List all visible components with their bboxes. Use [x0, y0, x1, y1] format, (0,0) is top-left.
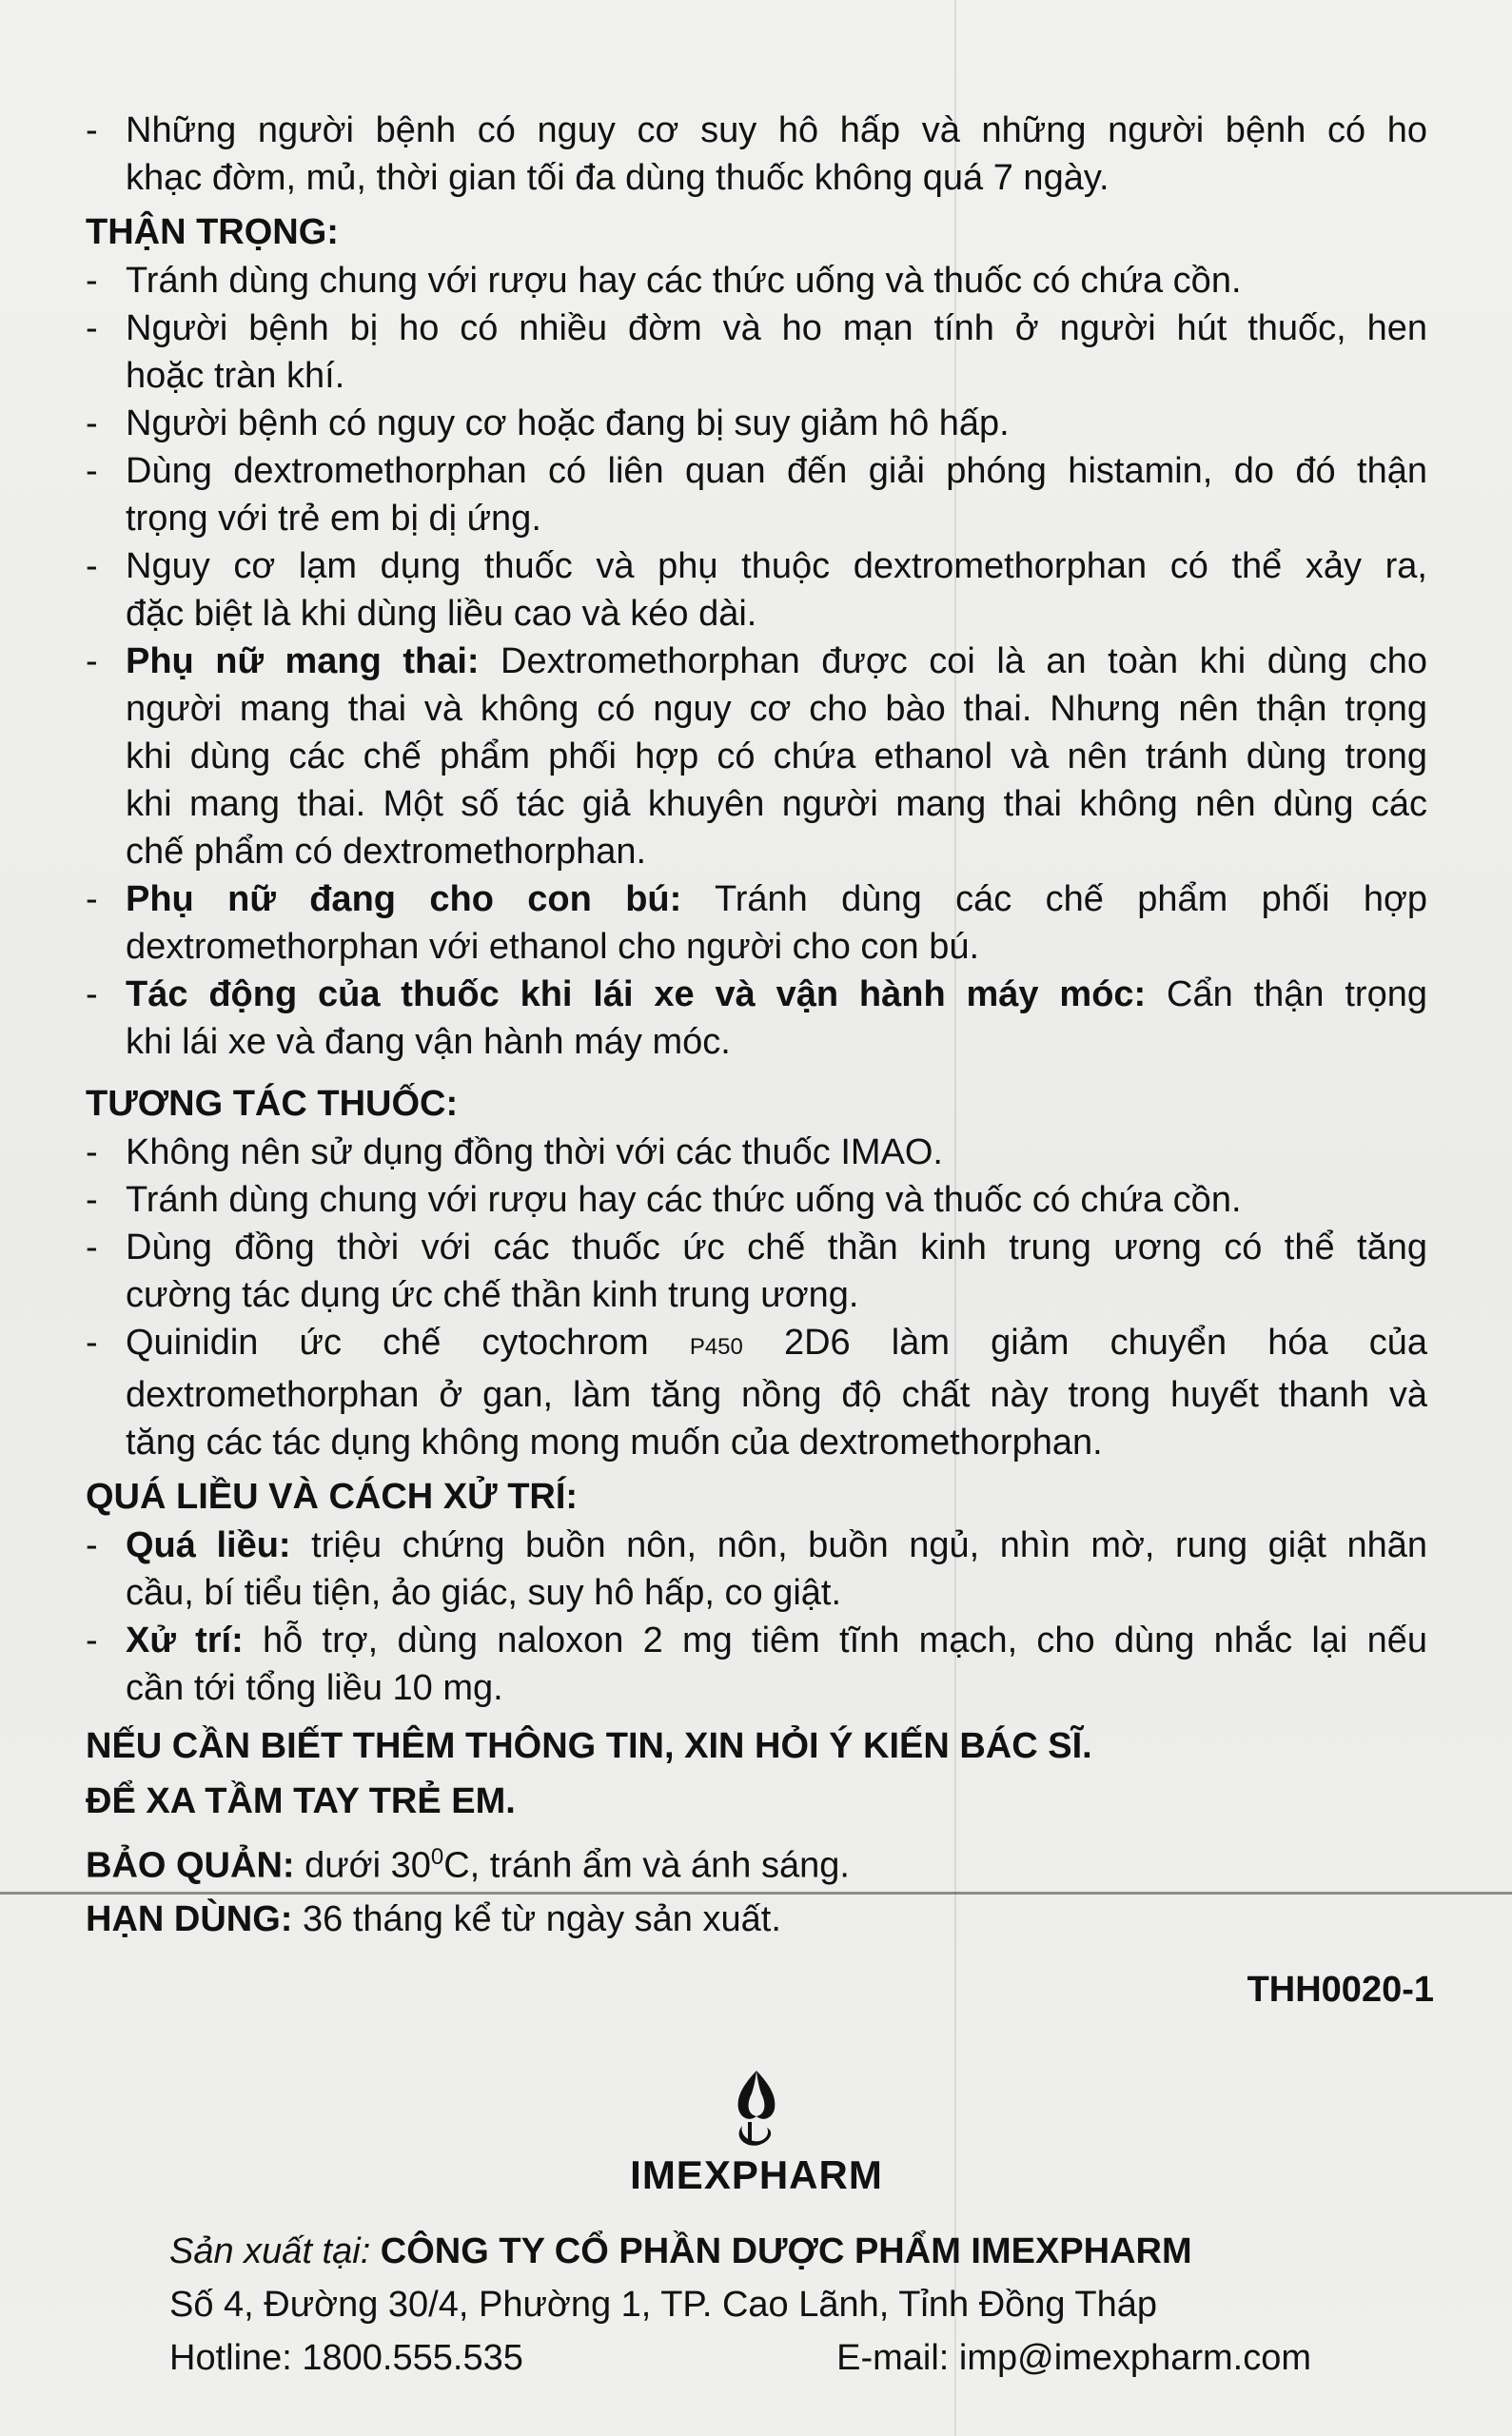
- list-item-cont: dextromethorphan với ethanol cho người cho con bú.: [126, 927, 980, 967]
- overdose-heading: QUÁ LIỀU VÀ CÁCH XỬ TRÍ:: [86, 1477, 579, 1517]
- list-item-cont: [86, 154, 1427, 202]
- leaflet-content: [86, 107, 1427, 1943]
- list-item-breastfeeding: - Phụ nữ đang cho con bú: Tránh dùng các chế phẩm phối hợp: [86, 879, 1428, 919]
- imexpharm-logo-icon: [704, 2065, 809, 2151]
- list-item-cont: dextromethorphan ở gan, làm tăng nồng độ chất này trong huyết thanh và: [126, 1375, 1427, 1415]
- pregnancy-label: Phụ nữ mang thai:: [126, 641, 480, 681]
- expiry-label: HẠN DÙNG:: [86, 1898, 293, 1939]
- brand-wordmark: IMEXPHARM: [630, 2152, 883, 2197]
- intro-line-1: Những người bệnh có nguy cơ suy hô hấp và những người bệnh có ho: [126, 110, 1427, 150]
- made-at-label: Sản xuất tại:: [169, 2231, 371, 2271]
- children-notice: ĐỂ XA TẦM TAY TRẺ EM.: [86, 1781, 516, 1821]
- list-item-cont: cần tới tổng liều 10 mg.: [126, 1668, 503, 1708]
- treatment-label: Xử trí:: [126, 1621, 244, 1660]
- interactions-heading: TƯƠNG TÁC THUỐC:: [86, 1084, 459, 1124]
- contact-line: [169, 2331, 1311, 2385]
- imexpharm-logo: [614, 2065, 899, 2208]
- list-item: - Những người bệnh có nguy cơ suy hô hấp và những người bệnh có ho: [86, 107, 1427, 154]
- list-item-overdose: - Quá liều: triệu chứng buồn nôn, nôn, buồn ngủ, nhìn mờ, rung giật nhãn: [86, 1525, 1428, 1565]
- overdose-label: Quá liều:: [126, 1525, 291, 1565]
- driving-label: Tác động của thuốc khi lái xe và vận hành máy móc:: [126, 974, 1147, 1014]
- list-item: - Tránh dùng chung với rượu hay các thức uống và thuốc có chứa cồn.: [86, 1180, 1242, 1220]
- list-item-cont: tăng các tác dụng không mong muốn của dextromethorphan.: [126, 1423, 1103, 1463]
- list-item: - Quinidin ức chế cytochrom P450 2D6 làm giảm chuyển hóa của: [86, 1323, 1428, 1363]
- list-item-treatment: - Xử trí: hỗ trợ, dùng naloxon 2 mg tiêm tĩnh mạch, cho dùng nhắc lại nếu: [86, 1621, 1427, 1660]
- list-item: - Dùng đồng thời với các thuốc ức chế thần kinh trung ương có thể tăng: [86, 1228, 1427, 1267]
- precautions-heading: THẬN TRỌNG:: [86, 212, 339, 252]
- consult-notice: NẾU CẦN BIẾT THÊM THÔNG TIN, XIN HỎI Ý KIẾN BÁC SĨ.: [86, 1726, 1092, 1766]
- manufacturer-block: [169, 2225, 1349, 2385]
- list-item-cont: cường tác dụng ức chế thần kinh trung ương.: [126, 1275, 859, 1315]
- list-item-driving: - Tác động của thuốc khi lái xe và vận hành máy móc: Cẩn thận trọng: [86, 974, 1427, 1014]
- list-item-cont: khi dùng các chế phẩm phối hợp có chứa ethanol và nên tránh dùng trong: [126, 737, 1427, 776]
- intro-line-2: khạc đờm, mủ, thời gian tối đa dùng thuốc không quá 7 ngày.: [126, 158, 1109, 198]
- storage-label: BẢO QUẢN:: [86, 1845, 295, 1886]
- list-item-cont: chế phẩm có dextromethorphan.: [126, 832, 647, 872]
- list-item-cont: khi lái xe và đang vận hành máy móc.: [126, 1022, 731, 1062]
- company-name: CÔNG TY CỔ PHẦN DƯỢC PHẨM IMEXPHARM: [370, 2231, 1192, 2271]
- address-line: Số 4, Đường 30/4, Phường 1, TP. Cao Lãnh, Tỉnh Đồng Tháp: [169, 2285, 1158, 2325]
- list-item: - Nguy cơ lạm dụng thuốc và phụ thuộc dextromethorphan có thể xảy ra,: [86, 546, 1427, 586]
- list-item-cont: cầu, bí tiểu tiện, ảo giác, suy hô hấp, co giật.: [126, 1573, 842, 1613]
- list-item: - Tránh dùng chung với rượu hay các thức uống và thuốc có chứa cồn.: [86, 261, 1242, 301]
- list-item: - Dùng dextromethorphan có liên quan đến giải phóng histamin, do đó thận: [86, 451, 1427, 491]
- document-code: THH0020-1: [1247, 1970, 1434, 2010]
- manufacturer-line: [169, 2225, 1349, 2278]
- breastfeeding-label: Phụ nữ đang cho con bú:: [126, 879, 682, 919]
- email: E-mail: imp@imexpharm.com: [836, 2338, 1311, 2378]
- expiry-line: HẠN DÙNG: 36 tháng kể từ ngày sản xuất.: [86, 1898, 781, 1939]
- cyp-label: P450: [689, 1334, 743, 1360]
- list-item: - Người bệnh có nguy cơ hoặc đang bị suy giảm hô hấp.: [86, 403, 1010, 443]
- list-item: - Không nên sử dụng đồng thời với các thuốc IMAO.: [86, 1132, 943, 1172]
- hotline: Hotline: 1800.555.535: [169, 2338, 523, 2378]
- storage-line: BẢO QUẢN: dưới $30^0C$, tránh ẩm và ánh sáng.: [86, 1844, 850, 1886]
- list-item: - Người bệnh bị ho có nhiều đờm và ho mạn tính ở người hút thuốc, hen: [86, 308, 1427, 348]
- list-item-cont: trọng với trẻ em bị dị ứng.: [126, 499, 541, 539]
- list-item-cont: khi mang thai. Một số tác giả khuyên người mang thai không nên dùng các: [126, 784, 1427, 824]
- list-item-cont: đặc biệt là khi dùng liều cao và kéo dài.: [126, 594, 757, 634]
- list-item-pregnancy: - Phụ nữ mang thai: Dextromethorphan được coi là an toàn khi dùng cho: [86, 641, 1427, 681]
- list-item-cont: người mang thai và không có nguy cơ cho bào thai. Nhưng nên thận trọng: [126, 689, 1427, 729]
- list-item-cont: hoặc tràn khí.: [126, 356, 345, 396]
